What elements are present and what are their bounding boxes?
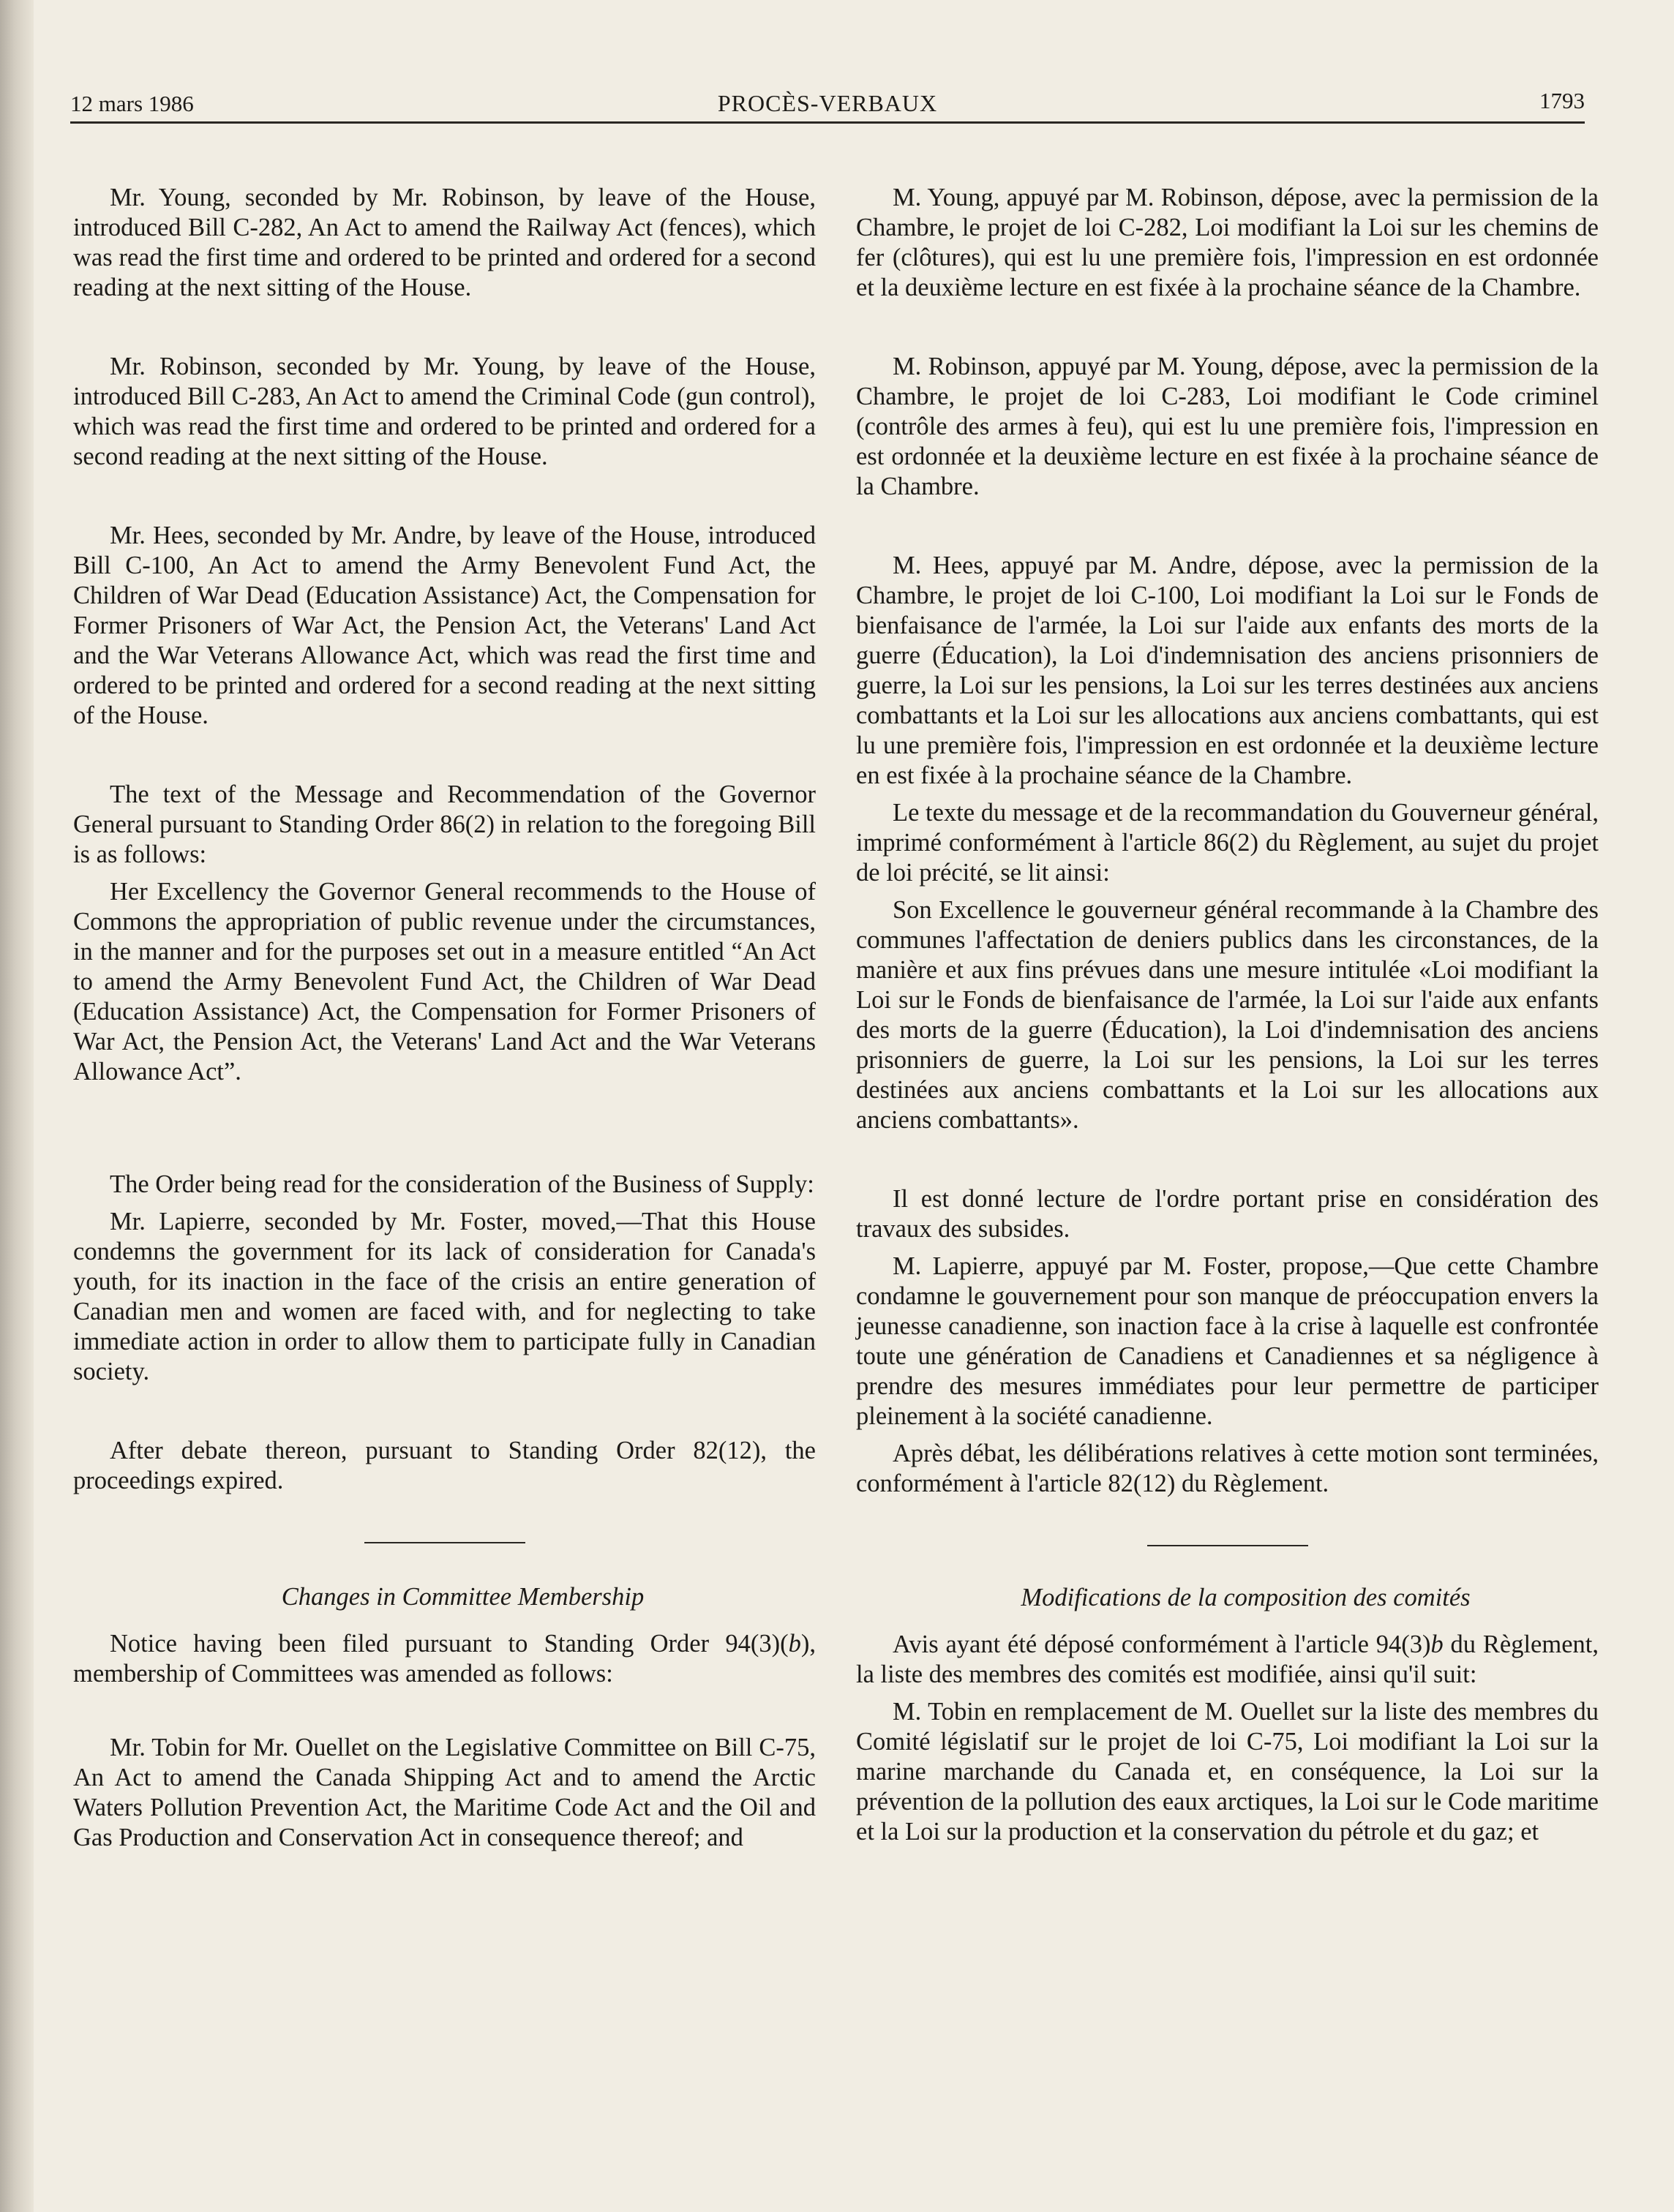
page-header: [70, 80, 1585, 124]
fr-paragraph-recommendation: Son Excellence le gouverneur général recommande à la Chambre des communes l'affectation de deniers publics dans les circonstances, de la manière et aux fins prévues dans une mesure intitulée «Loi modifiant la Loi sur le Fonds de bienfaisance de l'armée, la Loi sur l'aide aux enfants des morts de la guerre (Éducation), la Loi d'indemnisation des anciens prisonniers de guerre, la Loi sur les pensions, la Loi sur les terres destinées aux anciens combattants et la Loi sur les allocations aux anciens combattants».: [856, 896, 1599, 1134]
fr-notice-text-c: du Règlement, la liste des membres des comités est modifiée, ainsi qu'il suit:: [856, 1630, 1599, 1688]
en-paragraph-supply-order: The Order being read for the consideration of the Business of Supply:: [110, 1170, 814, 1198]
fr-notice-text-a: Avis ayant été déposé conformément à l'article 94(3): [893, 1630, 1431, 1658]
fr-paragraph-debate-expired: Après débat, les délibérations relatives à cette motion sont terminées, conformément à l'article 82(12) du Règlement.: [856, 1440, 1599, 1497]
en-notice-text-a: Notice having been filed pursuant to Standing Order 94(3)(: [110, 1630, 789, 1658]
page-gutter-shadow: [0, 0, 34, 2212]
fr-section-heading: Modifications de la composition des comités: [1021, 1584, 1471, 1611]
fr-paragraph-hees-bill-c100: M. Hees, appuyé par M. Andre, dépose, avec la permission de la Chambre, le projet de loi C-100, Loi modifiant la Loi sur le Fonds de bienfaisance de l'armée, la Loi sur l'aide aux enfants des morts de la guerre (Éducation), la Loi d'indemnisation des anciens prisonniers de guerre, la Loi sur les pensions, la Loi sur les terres destinées aux anciens combattants et la Loi sur les allocations aux anciens combattants, qui est lu une première fois, l'impression en est ordonnée et la deuxième lecture en est fixée à la prochaine séance de la Chambre.: [856, 552, 1599, 789]
fr-paragraph-supply-order: Il est donné lecture de l'ordre portant prise en considération des travaux des subsides.: [856, 1185, 1599, 1243]
fr-paragraph-lapierre-motion: M. Lapierre, appuyé par M. Foster, propose,—Que cette Chambre condamne le gouvernement pour son manque de préoccupation envers la jeunesse canadienne, son inaction face à la crise à laquelle est confrontée toute une génération de Canadiens et Canadiennes et sa négligence à prendre des mesures immédiates pour leur permettre de participer pleinement à la société canadienne.: [856, 1252, 1599, 1430]
header-title: PROCÈS-VERBAUX: [717, 90, 938, 116]
en-paragraph-lapierre-motion: Mr. Lapierre, seconded by Mr. Foster, moved,—That this House condemns the government for its lack of consideration for Canada's youth, for its inaction in the face of the crisis an entire generation of Canadian men and women are faced with, and for neglecting to take immediate action in order to allow them to participate fully in Canadian society.: [73, 1208, 816, 1385]
en-paragraph-recommendation: Her Excellency the Governor General recommends to the House of Commons the appropriation of public revenue under the circumstances, in the manner and for the purposes set out in a measure entitled “An Act to amend the Army Benevolent Fund Act, the Children of War Dead (Education Assistance) Act, the Compensation for Former Prisoners of War Act, the Pension Act, the Veterans' Land Act and the War Veterans Allowance Act”.: [73, 878, 816, 1086]
en-paragraph-tobin: Mr. Tobin for Mr. Ouellet on the Legislative Committee on Bill C-75, An Act to amend the Canada Shipping Act and to amend the Arctic Waters Pollution Prevention Act, the Maritime Code Act and the Oil and Gas Production and Conservation Act in consequence thereof; and: [73, 1734, 816, 1851]
en-paragraph-notice: [73, 1629, 816, 1689]
en-notice-text-b: b: [788, 1630, 801, 1658]
fr-paragraph-tobin: M. Tobin en remplacement de M. Ouellet sur la liste des membres du Comité législatif sur le projet de loi C-75, Loi modifiant la Loi sur la marine marchande du Canada et, en conséquence, la Loi sur la prévention de la pollution des eaux arctiques, la Loi sur le Code maritime et la Loi sur la production et la conservation du pétrole et du gaz; et: [856, 1698, 1599, 1846]
en-section-heading: Changes in Committee Membership: [281, 1583, 645, 1611]
en-paragraph-debate-expired: After debate thereon, pursuant to Standing Order 82(12), the proceedings expired.: [73, 1437, 816, 1494]
fr-paragraph-message-intro: Le texte du message et de la recommandation du Gouverneur général, imprimé conformément à l'article 86(2) du Règlement, au sujet du projet de loi précité, se lit ainsi:: [856, 799, 1599, 887]
en-notice-text-c: ), membership of Committees was amended as follows:: [73, 1630, 816, 1688]
fr-paragraph-robinson-bill-c283: M. Robinson, appuyé par M. Young, dépose, avec la permission de la Chambre, le projet de loi C-283, Loi modifiant le Code criminel (contrôle des armes à feu), qui est lu une première fois, l'impression en est ordonnée et la deuxième lecture en est fixée à la prochaine séance de la Chambre.: [856, 353, 1599, 500]
en-paragraph-young-bill-c282: Mr. Young, seconded by Mr. Robinson, by leave of the House, introduced Bill C-282, An Act to amend the Railway Act (fences), which was read the first time and ordered to be printed and ordered for a second reading at the next sitting of the House.: [73, 184, 816, 301]
en-section-divider: [364, 1542, 525, 1543]
en-paragraph-robinson-bill-c283: Mr. Robinson, seconded by Mr. Young, by leave of the House, introduced Bill C-283, An Act to amend the Criminal Code (gun control), which was read the first time and ordered to be printed and ordered for a second reading at the next sitting of the House.: [73, 353, 816, 470]
french-column: [856, 183, 1599, 1847]
en-paragraph-message-intro: The text of the Message and Recommendation of the Governor General pursuant to Standing Order 86(2) in relation to the foregoing Bill is as follows:: [73, 780, 816, 868]
en-paragraph-hees-bill-c100: Mr. Hees, seconded by Mr. Andre, by leave of the House, introduced Bill C-100, An Act to amend the Army Benevolent Fund Act, the Children of War Dead (Education Assistance) Act, the Compensation for Former Prisoners of War Act, the Pension Act, the Veterans' Land Act and the War Veterans Allowance Act, which was read the first time and ordered to be printed and ordered for a second reading at the next sitting of the House.: [73, 522, 816, 729]
fr-notice-text-b: b: [1430, 1630, 1444, 1658]
page-number: 1793: [1539, 88, 1585, 113]
fr-paragraph-young-bill-c282: M. Young, appuyé par M. Robinson, dépose, avec la permission de la Chambre, le projet de loi C-282, Loi modifiant la Loi sur les chemins de fer (clôtures), qui est lu une première fois, l'impression en est ordonnée et la deuxième lecture en est fixée à la prochaine séance de la Chambre.: [856, 184, 1599, 301]
english-column: [73, 183, 816, 1853]
header-date: 12 mars 1986: [70, 91, 194, 116]
fr-paragraph-notice: [856, 1630, 1599, 1690]
fr-section-divider: [1147, 1545, 1308, 1546]
